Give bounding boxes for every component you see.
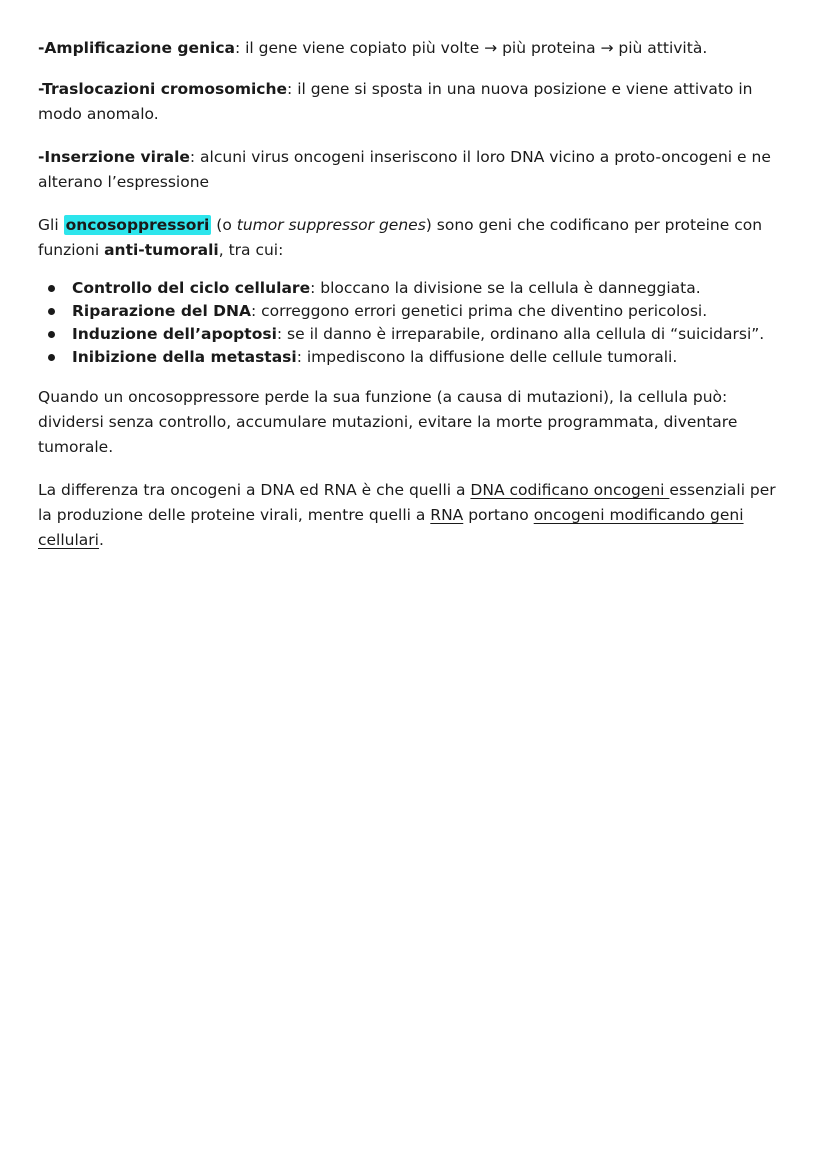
diff-underline-oncogeni: oncogeni modificando geni cellulari bbox=[38, 506, 744, 549]
paragraph-oncosoppressori bbox=[38, 213, 792, 263]
text-inserzione-virale: : alcuni virus oncogeni inseriscono il loro DNA vicino a proto-oncogeni e ne alterano l’espressione bbox=[38, 148, 771, 191]
highlighted-term-oncosoppressori: oncosoppressori bbox=[65, 216, 210, 234]
paragraph-differenza bbox=[38, 478, 792, 553]
paragraph-traslocazioni bbox=[38, 77, 792, 127]
diff-underline-dna: DNA codificano oncogeni bbox=[470, 481, 670, 499]
diff-text-1: La differenza tra oncogeni a DNA ed RNA è che quelli a bbox=[38, 481, 471, 499]
bullet-term: Controllo del ciclo cellulare bbox=[72, 279, 311, 297]
text-quando: Quando un oncosoppressore perde la sua funzione (a causa di mutazioni), la cellula può: dividersi senza controllo, accumulare mutazioni, evitare la morte programmata, diventare tumorale. bbox=[38, 388, 738, 456]
bullet-text: : bloccano la divisione se la cellula è danneggiata. bbox=[310, 279, 701, 297]
onco-prefix: Gli bbox=[38, 216, 64, 234]
list-item bbox=[72, 346, 792, 369]
text-amplificazione-genica: : il gene viene copiato più volte → più proteina → più attività. bbox=[234, 39, 708, 57]
paragraph-amplificazione-genica bbox=[38, 36, 792, 61]
onco-middle: ) sono geni che codificano per proteine con funzioni bbox=[38, 216, 763, 259]
onco-paren-open: (o bbox=[211, 216, 237, 234]
diff-text-3: portano bbox=[463, 506, 534, 524]
term-inserzione-virale: -Inserzione virale bbox=[38, 148, 190, 166]
term-traslocazioni: -Traslocazioni cromosomiche bbox=[38, 80, 288, 98]
bullet-text: : se il danno è irreparabile, ordinano alla cellula di “suicidarsi”. bbox=[276, 325, 765, 343]
list-item bbox=[72, 277, 792, 300]
bullet-term: Inibizione della metastasi bbox=[72, 348, 297, 366]
list-item bbox=[72, 323, 792, 346]
term-amplificazione-genica: -Amplificazione genica bbox=[38, 39, 235, 57]
bullet-text: : impediscono la diffusione delle cellule tumorali. bbox=[296, 348, 678, 366]
onco-bold-term: anti-tumorali bbox=[104, 241, 219, 259]
bullet-list-funzioni bbox=[38, 277, 792, 369]
paragraph-quando bbox=[38, 385, 792, 460]
paragraph-inserzione-virale bbox=[38, 145, 792, 195]
bullet-text: : correggono errori genetici prima che diventino pericolosi. bbox=[250, 302, 708, 320]
diff-text-4: . bbox=[98, 531, 104, 549]
text-traslocazioni: : il gene si sposta in una nuova posizione e viene attivato in modo anomalo. bbox=[38, 80, 753, 123]
diff-underline-rna: RNA bbox=[430, 506, 464, 524]
list-item bbox=[72, 300, 792, 323]
onco-italic-term: tumor suppressor genes bbox=[236, 216, 426, 234]
bullet-term: Induzione dell’apoptosi bbox=[72, 325, 277, 343]
onco-suffix: , tra cui: bbox=[218, 241, 284, 259]
bullet-term: Riparazione del DNA bbox=[72, 302, 251, 320]
diff-text-2: essenziali per la produzione delle proteine virali, mentre quelli a bbox=[38, 481, 776, 524]
